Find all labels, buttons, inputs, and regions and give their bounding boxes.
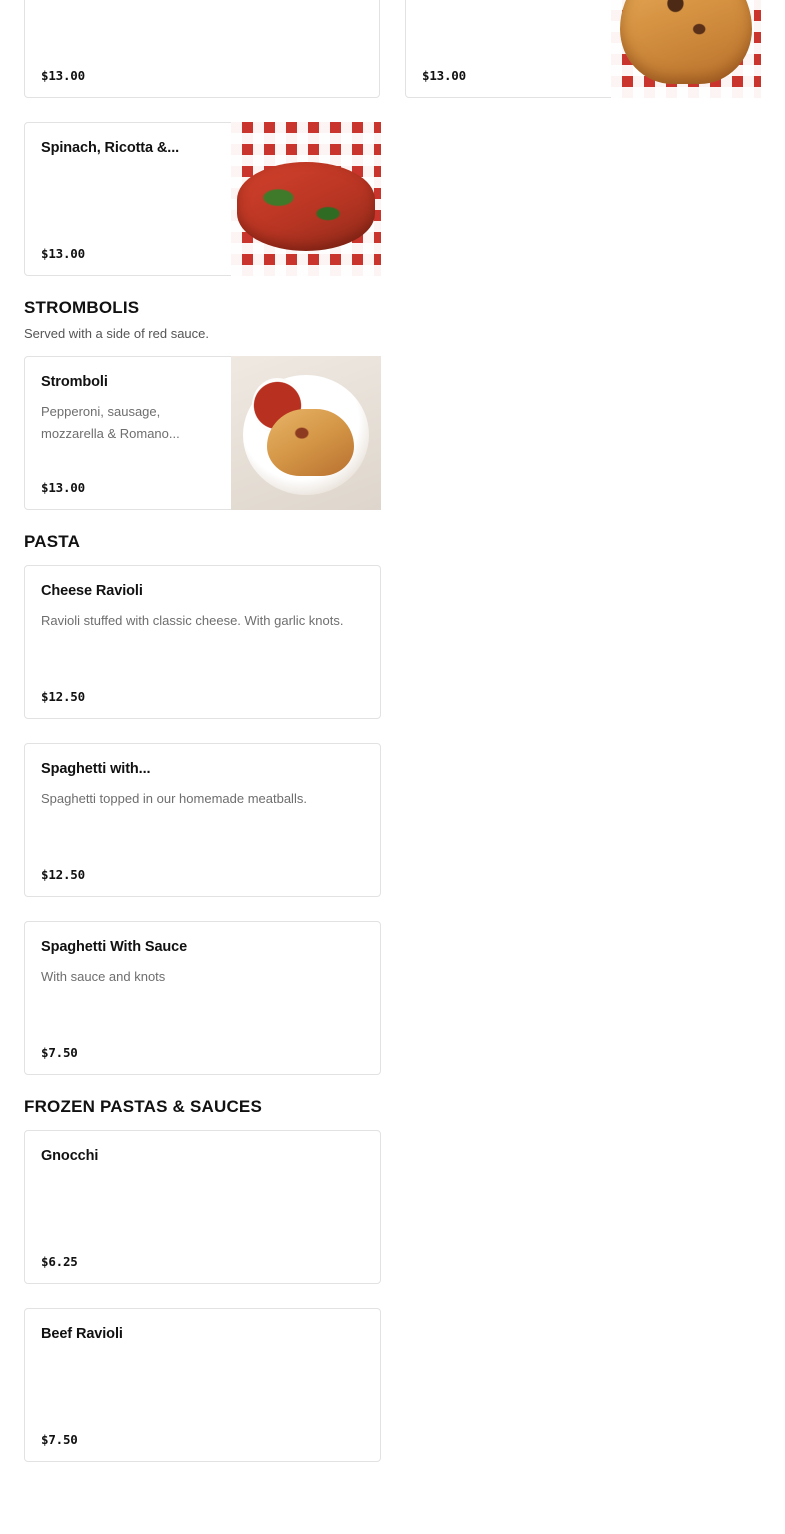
menu-item-description: With sauce and knots — [41, 969, 166, 985]
menu-item-title: Spaghetti with... — [41, 761, 151, 778]
menu-item-row — [24, 565, 761, 1075]
menu-item-title: Spaghetti With Sauce — [41, 939, 188, 956]
menu-item-price: $13.00 — [41, 246, 85, 261]
menu-item-price: $12.50 — [41, 689, 85, 705]
menu-item-card[interactable] — [24, 565, 381, 719]
menu-item-card[interactable] — [24, 921, 381, 1075]
menu-item-body — [25, 1131, 380, 1165]
menu-item-body — [25, 357, 231, 445]
sauce-cup-icon — [252, 378, 303, 433]
menu-item-card[interactable] — [24, 743, 381, 897]
menu-item-price: $6.25 — [41, 1254, 78, 1270]
menu-item-body — [25, 922, 380, 988]
lasagna-photo — [231, 122, 381, 276]
stromboli-plate-photo — [231, 356, 381, 510]
section-title: FROZEN PASTAS & SAUCES — [24, 1097, 263, 1117]
menu-item-row — [24, 356, 761, 510]
menu-item-body — [25, 566, 380, 632]
section-title: PASTA — [24, 532, 81, 552]
menu-item-title: Gnocchi — [41, 1148, 99, 1165]
menu-item-card[interactable] — [24, 1308, 381, 1462]
menu-item-card[interactable] — [405, 0, 761, 98]
menu-item-body — [25, 744, 380, 810]
menu-item-title: Stromboli — [41, 374, 108, 391]
menu-item-price: $13.00 — [422, 68, 466, 83]
menu-item-card[interactable] — [24, 122, 381, 276]
menu-item-title: Spinach, Ricotta &... — [41, 140, 180, 156]
menu-item-body — [25, 123, 231, 157]
menu-item-price: $13.00 — [41, 68, 85, 83]
menu-item-title: Cheese Ravioli — [41, 583, 143, 600]
section-header-frozen-pastas-sauces — [24, 1097, 761, 1117]
menu-item-price: $12.50 — [41, 867, 85, 883]
menu-item-price: $7.50 — [41, 1045, 78, 1061]
calzone-photo — [611, 0, 761, 98]
menu-item-card[interactable] — [24, 0, 380, 98]
menu-item-row — [24, 1130, 761, 1462]
menu-item-card[interactable] — [24, 1130, 381, 1284]
menu-item-description: Spaghetti topped in our homemade meatballs. — [41, 791, 307, 807]
menu-item-title: Beef Ravioli — [41, 1326, 123, 1343]
menu-item-description: Ravioli stuffed with classic cheese. With garlic knots. — [41, 613, 344, 629]
menu-item-body — [25, 1309, 380, 1343]
menu-item-row — [24, 0, 761, 98]
menu-item-price: $13.00 — [41, 480, 85, 496]
section-header-strombolis — [24, 298, 761, 343]
menu-item-description: Pepperoni, sausage, mozzarella & Romano... — [41, 404, 180, 442]
menu-item-price: $7.50 — [41, 1432, 78, 1448]
menu-item-card[interactable] — [24, 356, 381, 510]
section-subtitle: Served with a side of red sauce. — [24, 326, 209, 341]
section-header-pasta — [24, 532, 761, 552]
section-title: STROMBOLIS — [24, 298, 140, 317]
menu-item-row — [24, 122, 761, 276]
